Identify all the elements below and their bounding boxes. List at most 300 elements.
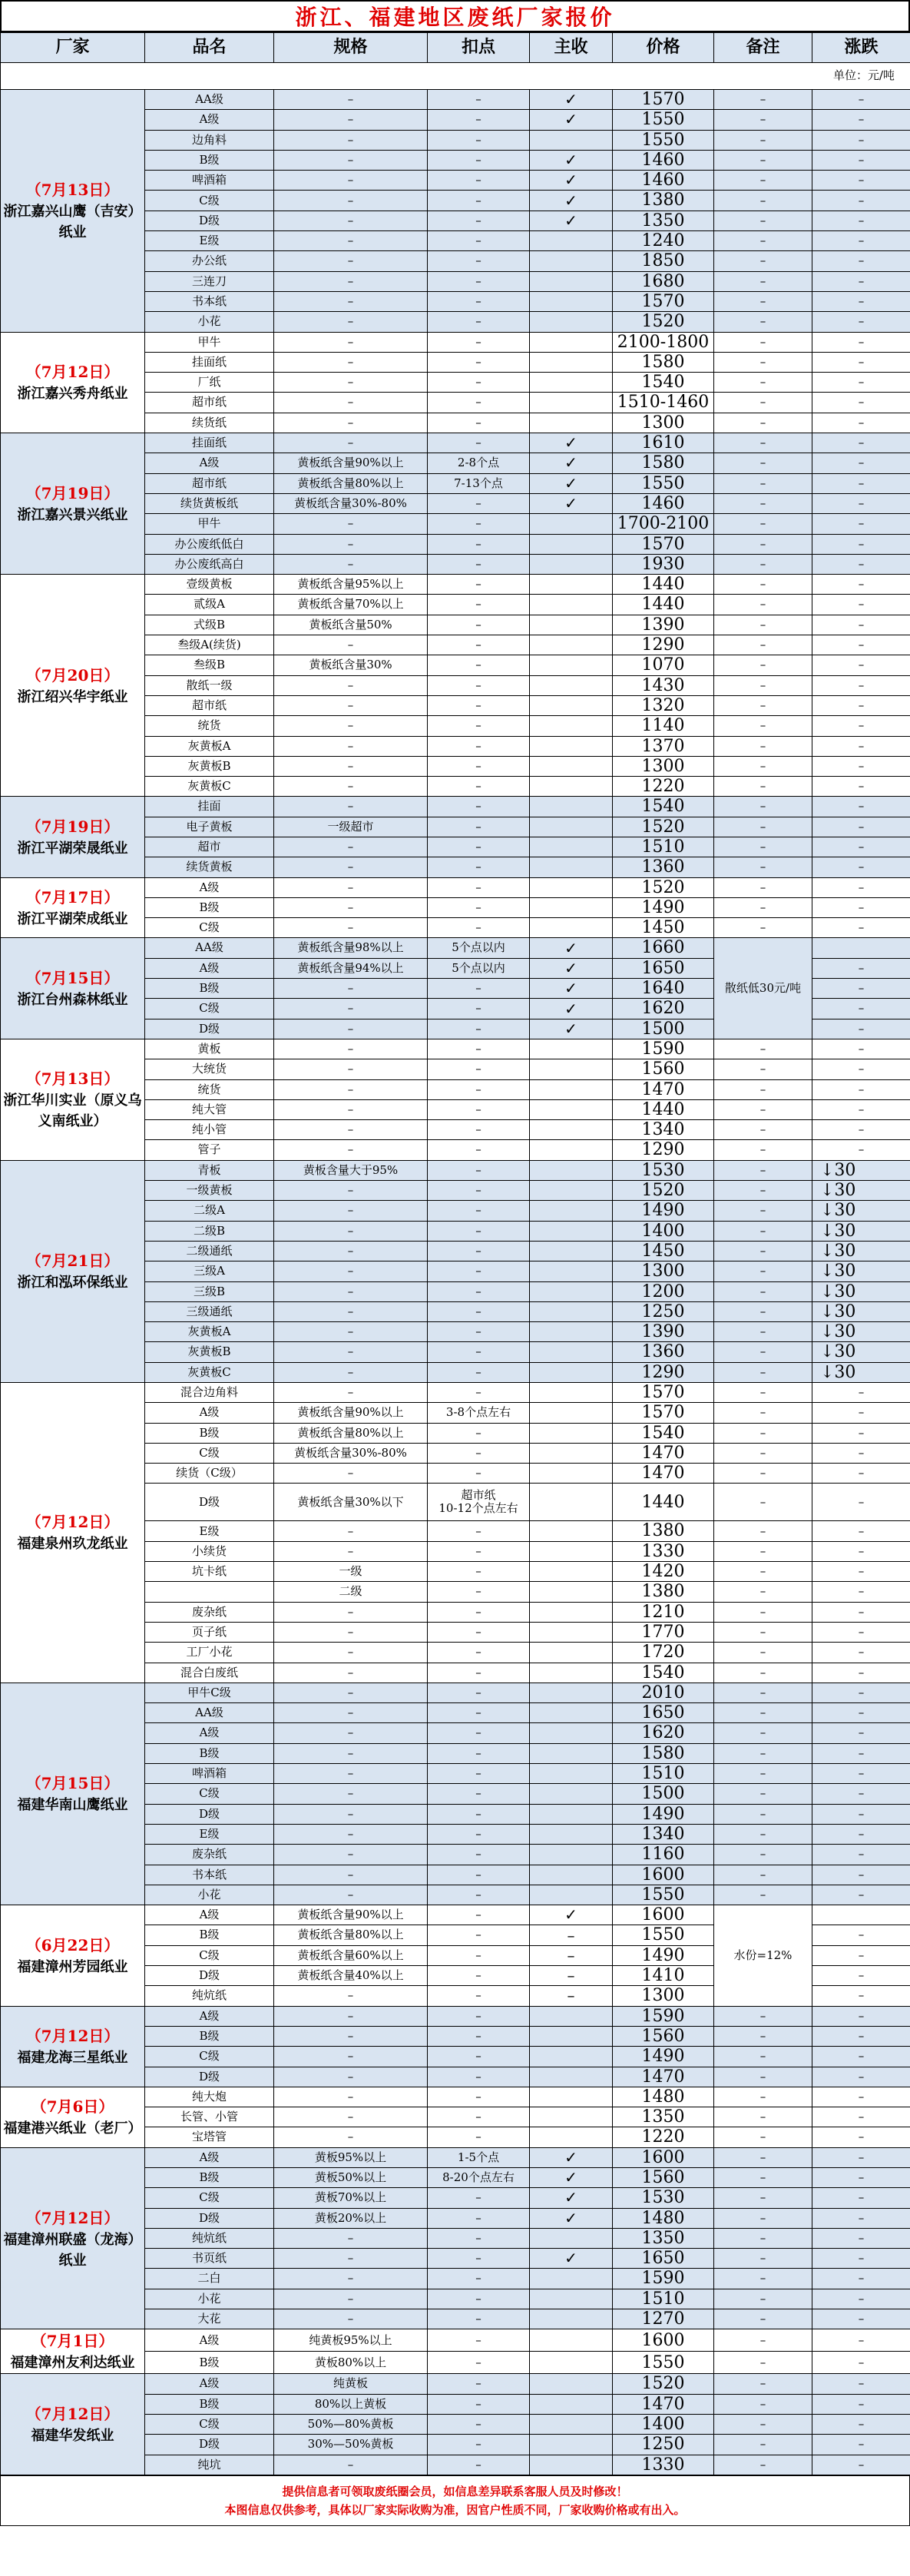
price-cell: 1550 (613, 110, 714, 130)
grade-cell: 页子纸 (145, 1622, 274, 1642)
spec-cell: 黄板纸含量30%-80% (274, 493, 428, 513)
grade-cell: 散纸一级 (145, 675, 274, 695)
main-buy-cell (530, 1703, 613, 1723)
price-cell: 1570 (613, 291, 714, 311)
spec-cell: – (274, 1602, 428, 1622)
change-cell: – (812, 777, 910, 797)
main-buy-cell (530, 877, 613, 897)
change-cell: – (812, 2394, 910, 2414)
deduction-cell: – (428, 897, 530, 917)
deduction-cell: – (428, 918, 530, 938)
factory-cell (1, 2147, 145, 2329)
note-cell: 散纸低30元/吨 (714, 938, 812, 1039)
main-buy-cell: ✓ (530, 2188, 613, 2208)
grade-cell: 甲牛 (145, 332, 274, 352)
factory-date: （7月15日） (25, 969, 120, 988)
deduction-cell: – (428, 1865, 530, 1885)
change-cell: – (812, 1383, 910, 1403)
change-cell: – (812, 1541, 910, 1561)
main-buy-cell (530, 777, 613, 797)
spec-cell: – (274, 1281, 428, 1301)
grade-cell: 续货黄板 (145, 857, 274, 877)
factory-date: （7月17日） (25, 888, 120, 907)
spec-cell: – (274, 1039, 428, 1059)
price-cell: 1600 (613, 2147, 714, 2167)
grade-cell: 黄板 (145, 1039, 274, 1059)
note-cell: – (714, 595, 812, 615)
price-cell: 1430 (613, 675, 714, 695)
deduction-cell: – (428, 1622, 530, 1642)
grade-cell: 三级通纸 (145, 1301, 274, 1321)
main-buy-cell (530, 1362, 613, 1382)
change-cell: – (812, 1521, 910, 1541)
spec-cell: – (274, 352, 428, 372)
deduction-cell: – (428, 1099, 530, 1119)
main-buy-cell (530, 1622, 613, 1642)
change-cell: – (812, 1059, 910, 1079)
change-cell: – (812, 231, 910, 251)
change-cell: – (812, 1443, 910, 1463)
deduction-cell: – (428, 1885, 530, 1905)
price-cell: 1930 (613, 554, 714, 574)
table-row (1, 877, 910, 897)
change-cell: – (812, 1039, 910, 1059)
note-cell: – (714, 1160, 812, 1180)
deduction-cell: – (428, 1743, 530, 1763)
main-buy-cell: ✓ (530, 2147, 613, 2167)
main-buy-cell (530, 2006, 613, 2026)
main-buy-cell (530, 1281, 613, 1301)
spec-cell: – (274, 999, 428, 1019)
price-cell: 1570 (613, 1403, 714, 1423)
spec-cell: – (274, 231, 428, 251)
grade-cell: 废杂纸 (145, 1845, 274, 1865)
grade-cell: 坑卡纸 (145, 1562, 274, 1582)
change-cell: – (812, 1403, 910, 1423)
deduction-cell: – (428, 130, 530, 150)
change-cell: – (812, 2127, 910, 2147)
note-cell: – (714, 433, 812, 453)
deduction-cell: – (428, 575, 530, 595)
factory-cell (1, 1039, 145, 1160)
spec-cell: 黄板纸含量90%以上 (274, 1905, 428, 1925)
grade-cell: B级 (145, 2352, 274, 2374)
change-cell: – (812, 1120, 910, 1140)
main-buy-cell (530, 1443, 613, 1463)
factory-cell (1, 1383, 145, 1683)
change-cell: – (812, 2309, 910, 2329)
price-cell: 1270 (613, 2309, 714, 2329)
price-cell: 1650 (613, 2249, 714, 2269)
deduction-cell: – (428, 1663, 530, 1683)
change-cell: – (812, 2107, 910, 2127)
price-cell: 1480 (613, 2087, 714, 2107)
deduction-cell: – (428, 1683, 530, 1702)
main-buy-cell (530, 2127, 613, 2147)
main-buy-cell (530, 1541, 613, 1561)
main-buy-cell (530, 918, 613, 938)
price-cell: 1460 (613, 493, 714, 513)
deduction-cell: – (428, 1723, 530, 1743)
note-cell: – (714, 1582, 812, 1602)
main-buy-cell (530, 2394, 613, 2414)
change-cell: – (812, 695, 910, 715)
deduction-cell: – (428, 2208, 530, 2228)
note-cell: – (714, 2107, 812, 2127)
grade-cell: 废杂纸 (145, 1602, 274, 1622)
price-cell: 1530 (613, 1160, 714, 1180)
note-cell: – (714, 635, 812, 655)
factory-name: 福建泉州玖龙纸业 (17, 1536, 128, 1553)
note-cell: – (714, 1120, 812, 1140)
spec-cell: – (274, 90, 428, 110)
deduction-cell: – (428, 2249, 530, 2269)
spec-cell: – (274, 2006, 428, 2026)
deduction-cell: – (428, 1824, 530, 1844)
deduction-cell: – (428, 1039, 530, 1059)
change-cell: ↓30 (812, 1322, 910, 1342)
change-cell: – (812, 1945, 910, 1965)
table-row (1, 797, 910, 817)
price-cell: 1470 (613, 2394, 714, 2414)
main-buy-cell (530, 2087, 613, 2107)
spec-cell: – (274, 897, 428, 917)
main-buy-cell (530, 312, 613, 332)
change-cell: – (812, 1019, 910, 1039)
deduction-cell: – (428, 373, 530, 393)
main-buy-cell (530, 1582, 613, 1602)
change-cell: – (812, 918, 910, 938)
deduction-cell: – (428, 110, 530, 130)
deduction-cell: – (428, 2026, 530, 2046)
price-cell: 1770 (613, 1622, 714, 1642)
grade-cell: 二级B (145, 1221, 274, 1241)
spec-cell: – (274, 1703, 428, 1723)
price-cell: 1450 (613, 1241, 714, 1261)
grade-cell: 啤酒箱 (145, 1764, 274, 1784)
header-cell: 规格 (274, 33, 428, 63)
grade-cell: 纯小管 (145, 1120, 274, 1140)
main-buy-cell (530, 352, 613, 372)
note-cell: – (714, 837, 812, 857)
spec-cell: – (274, 291, 428, 311)
spec-cell: – (274, 857, 428, 877)
change-cell: – (812, 817, 910, 837)
note-cell: – (714, 897, 812, 917)
price-cell: 1200 (613, 1281, 714, 1301)
change-cell: – (812, 2188, 910, 2208)
note-cell: – (714, 1301, 812, 1321)
deduction-cell: 8-20个点左右 (428, 2167, 530, 2187)
factory-cell (1, 1683, 145, 1905)
spec-cell: 黄板纸含量95%以上 (274, 575, 428, 595)
main-buy-cell (530, 1079, 613, 1099)
header-cell: 涨跌 (812, 33, 910, 63)
change-cell: – (812, 837, 910, 857)
factory-name: 福建港兴纸业（老厂） (3, 2120, 142, 2137)
grade-cell: A级 (145, 110, 274, 130)
price-cell: 1520 (613, 2374, 714, 2394)
note-cell: – (714, 1663, 812, 1683)
deduction-cell: – (428, 1986, 530, 2006)
price-cell: 1140 (613, 716, 714, 736)
change-cell: – (812, 433, 910, 453)
main-buy-cell (530, 1403, 613, 1423)
spec-cell: – (274, 2249, 428, 2269)
note-cell: – (714, 1059, 812, 1079)
spec-cell: – (274, 797, 428, 817)
note-cell: – (714, 352, 812, 372)
spec-cell: – (274, 837, 428, 857)
deduction-cell: – (428, 433, 530, 453)
header-cell: 备注 (714, 33, 812, 63)
spec-cell: – (274, 1541, 428, 1561)
price-cell: 1470 (613, 1443, 714, 1463)
change-cell: ↓30 (812, 1181, 910, 1201)
spec-cell: 黄板纸含量30%以下 (274, 1484, 428, 1521)
price-cell: 1590 (613, 2006, 714, 2026)
note-cell: – (714, 2127, 812, 2147)
factory-date: （7月19日） (25, 817, 120, 836)
note-cell: – (714, 2249, 812, 2269)
spec-cell: – (274, 1140, 428, 1160)
table-row (1, 1383, 910, 1403)
grade-cell: B级 (145, 979, 274, 999)
deduction-cell: – (428, 736, 530, 756)
deduction-cell: – (428, 251, 530, 271)
change-cell: – (812, 756, 910, 776)
change-cell: – (812, 999, 910, 1019)
change-cell: – (812, 2249, 910, 2269)
grade-cell: 挂面纸 (145, 433, 274, 453)
grade-cell: 续货（C级） (145, 1464, 274, 1484)
note-cell: – (714, 2006, 812, 2026)
main-buy-cell: ✓ (530, 110, 613, 130)
main-buy-cell (530, 1743, 613, 1763)
grade-cell: 三连刀 (145, 271, 274, 291)
price-cell: 1560 (613, 2026, 714, 2046)
change-cell: ↓30 (812, 1261, 910, 1281)
main-buy-cell (530, 393, 613, 413)
note-cell: – (714, 1099, 812, 1119)
change-cell: – (812, 191, 910, 211)
spec-cell: 黄板纸含量70%以上 (274, 595, 428, 615)
main-buy-cell (530, 1865, 613, 1885)
change-cell: – (812, 595, 910, 615)
spec-cell: – (274, 1723, 428, 1743)
main-buy-cell (530, 1160, 613, 1180)
spec-cell: – (274, 1784, 428, 1804)
deduction-cell: 5个点以内 (428, 958, 530, 978)
spec-cell: – (274, 1521, 428, 1541)
grade-cell: C级 (145, 918, 274, 938)
deduction-cell: – (428, 716, 530, 736)
unit-label: 单位：元/吨 (1, 63, 910, 90)
deduction-cell: – (428, 1804, 530, 1824)
change-cell: – (812, 2228, 910, 2248)
factory-name: 浙江和泓环保纸业 (17, 1275, 128, 1291)
spec-cell: 黄板50%以上 (274, 2167, 428, 2187)
price-cell: 1350 (613, 2107, 714, 2127)
main-buy-cell (530, 1824, 613, 1844)
deduction-cell: – (428, 1342, 530, 1362)
table-row (1, 1160, 910, 1180)
price-cell: 1360 (613, 857, 714, 877)
main-buy-cell (530, 1464, 613, 1484)
note-cell: – (714, 1703, 812, 1723)
main-buy-cell (530, 1521, 613, 1541)
spec-cell: – (274, 2228, 428, 2248)
main-buy-cell (530, 2352, 613, 2374)
change-cell: – (812, 1622, 910, 1642)
grade-cell: 壹级黄板 (145, 575, 274, 595)
deduction-cell: – (428, 2067, 530, 2087)
grade-cell: D级 (145, 1966, 274, 1986)
main-buy-cell (530, 817, 613, 837)
main-buy-cell (530, 1683, 613, 1702)
unit-row (1, 63, 910, 90)
main-buy-cell: – (530, 1925, 613, 1945)
price-cell: 1540 (613, 1423, 714, 1443)
factory-date: （6月22日） (25, 1935, 120, 1954)
spec-cell: 黄板80%以上 (274, 2352, 428, 2374)
note-cell: – (714, 2047, 812, 2067)
factory-date: （7月12日） (25, 2208, 120, 2227)
main-buy-cell (530, 575, 613, 595)
grade-cell: 混合白废纸 (145, 1663, 274, 1683)
grade-cell: A级 (145, 2006, 274, 2026)
price-cell: 1400 (613, 2414, 714, 2434)
spec-cell: 黄板纸含量80%以上 (274, 1423, 428, 1443)
note-cell: – (714, 1602, 812, 1622)
change-cell: – (812, 877, 910, 897)
note-cell: – (714, 130, 812, 150)
spec-cell: – (274, 1019, 428, 1039)
deduction-cell: – (428, 271, 530, 291)
change-cell: – (812, 393, 910, 413)
change-cell: – (812, 171, 910, 191)
main-buy-cell (530, 797, 613, 817)
grade-cell: 纯大炮 (145, 2087, 274, 2107)
deduction-cell: – (428, 1423, 530, 1443)
price-cell: 1650 (613, 958, 714, 978)
change-cell: ↓30 (812, 1342, 910, 1362)
grade-cell: D级 (145, 2067, 274, 2087)
change-cell: – (812, 958, 910, 978)
grade-cell: 超市纸 (145, 695, 274, 715)
main-buy-cell (530, 1723, 613, 1743)
grade-cell: 贰级A (145, 595, 274, 615)
deduction-cell: – (428, 1562, 530, 1582)
spec-cell: – (274, 1865, 428, 1885)
grade-cell: B级 (145, 150, 274, 170)
main-buy-cell (530, 857, 613, 877)
grade-cell: 叁级A(续货) (145, 635, 274, 655)
deduction-cell: – (428, 2455, 530, 2475)
price-cell: 1390 (613, 615, 714, 635)
price-cell: 2010 (613, 1683, 714, 1702)
spec-cell: – (274, 2067, 428, 2087)
price-cell: 1550 (613, 1885, 714, 1905)
note-cell: – (714, 1079, 812, 1099)
price-cell: 1680 (613, 271, 714, 291)
main-buy-cell (530, 332, 613, 352)
spec-cell: – (274, 2289, 428, 2309)
grade-cell: A级 (145, 1403, 274, 1423)
price-cell: 1500 (613, 1019, 714, 1039)
change-cell: – (812, 736, 910, 756)
factory-name: 浙江台州森林纸业 (17, 992, 128, 1009)
deduction-cell: 7-13个点 (428, 473, 530, 493)
price-cell: 1550 (613, 1925, 714, 1945)
price-cell: 1600 (613, 2329, 714, 2352)
main-buy-cell: ✓ (530, 453, 613, 473)
change-cell: – (812, 857, 910, 877)
deduction-cell: – (428, 150, 530, 170)
spec-cell: – (274, 1322, 428, 1342)
price-cell: 1160 (613, 1845, 714, 1865)
change-cell: – (812, 1764, 910, 1784)
spec-cell: – (274, 756, 428, 776)
price-cell: 1290 (613, 1362, 714, 1382)
grade-cell: 电子黄板 (145, 817, 274, 837)
price-cell: 1460 (613, 150, 714, 170)
spec-cell: – (274, 736, 428, 756)
spec-cell: – (274, 1383, 428, 1403)
deduction-cell: – (428, 413, 530, 433)
change-cell: – (812, 473, 910, 493)
factory-name: 浙江华川实业（原义乌义南纸业） (3, 1092, 142, 1130)
change-cell: – (812, 1986, 910, 2006)
deduction-cell: – (428, 554, 530, 574)
price-cell: 1660 (613, 938, 714, 958)
grade-cell: 大花 (145, 2309, 274, 2329)
change-cell: – (812, 211, 910, 230)
note-cell: – (714, 1342, 812, 1362)
spec-cell: 50%—80%黄板 (274, 2414, 428, 2434)
price-cell: 2100-1800 (613, 332, 714, 352)
factory-name: 浙江绍兴华宇纸业 (17, 688, 128, 705)
note-cell: – (714, 393, 812, 413)
change-cell: – (812, 271, 910, 291)
note-cell: – (714, 1622, 812, 1642)
note-cell: – (714, 1140, 812, 1160)
spec-cell: – (274, 979, 428, 999)
main-buy-cell (530, 2455, 613, 2475)
spec-cell: – (274, 1643, 428, 1663)
deduction-cell: – (428, 615, 530, 635)
note-cell: – (714, 332, 812, 352)
factory-cell (1, 2329, 145, 2374)
sheet-title: 浙江、福建地区废纸厂家报价 (0, 0, 910, 32)
note-cell: – (714, 1261, 812, 1281)
main-buy-cell (530, 2107, 613, 2127)
note-cell: – (714, 1723, 812, 1743)
price-cell: 1480 (613, 2208, 714, 2228)
deduction-cell: – (428, 797, 530, 817)
spec-cell: 黄板纸含量30%-80% (274, 1443, 428, 1463)
grade-cell: B级 (145, 1925, 274, 1945)
change-cell: – (812, 150, 910, 170)
table-row (1, 938, 910, 958)
spec-cell: – (274, 150, 428, 170)
price-cell: 1300 (613, 1261, 714, 1281)
main-buy-cell: ✓ (530, 90, 613, 110)
main-buy-cell (530, 1383, 613, 1403)
grade-cell: 挂面纸 (145, 352, 274, 372)
price-cell: 1440 (613, 595, 714, 615)
deduction-cell: – (428, 312, 530, 332)
